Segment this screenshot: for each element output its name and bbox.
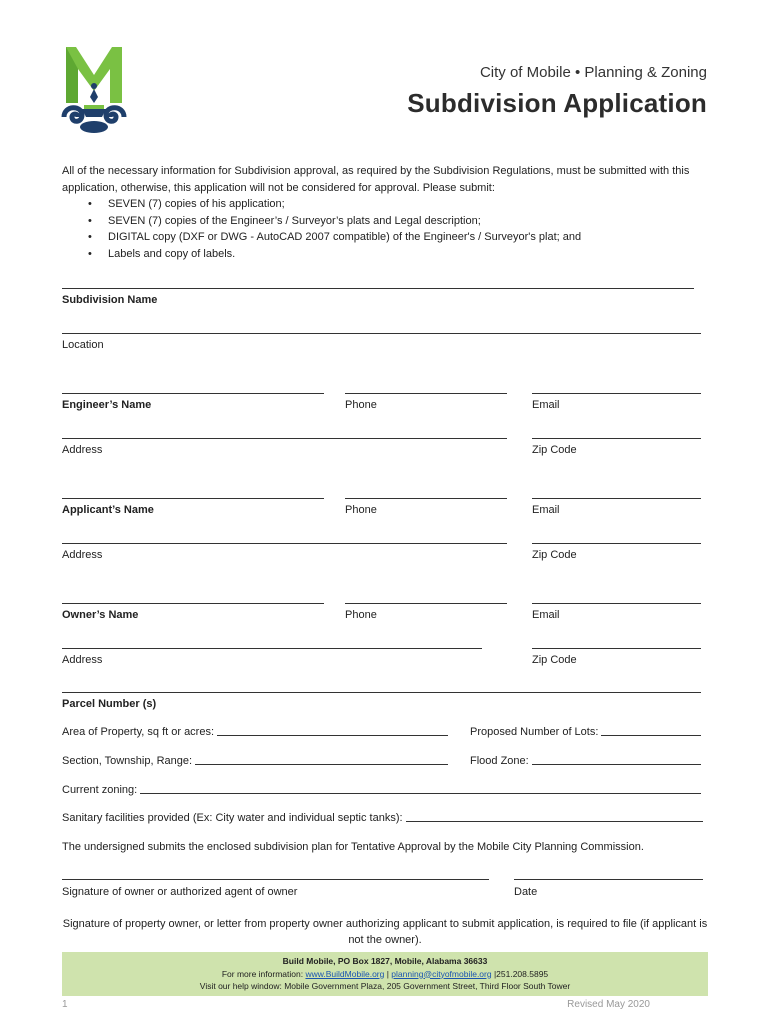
engineer-name-field[interactable] [62, 393, 324, 394]
signature-label: Signature of owner or authorized agent of owner [62, 886, 298, 898]
applicant-phone-label: Phone [345, 504, 377, 516]
page-title: Subdivision Application [407, 88, 707, 118]
engineer-zip-field[interactable] [532, 438, 701, 439]
engineer-name-label: Engineer’s Name [62, 399, 152, 411]
instructions [62, 163, 702, 262]
subdivision-name-label: Subdivision Name [62, 294, 158, 306]
revision-date: Revised May 2020 [567, 999, 650, 1010]
flood-zone-field[interactable] [470, 755, 701, 767]
engineer-phone-field[interactable] [345, 393, 507, 394]
zoning-field[interactable] [62, 784, 701, 796]
owner-email-field[interactable] [532, 603, 701, 604]
engineer-address-field[interactable] [62, 438, 507, 439]
applicant-email-label: Email [532, 504, 560, 516]
undersigned-statement: The undersigned submits the enclosed subdivision plan for Tentative Approval by the Mobile City Planning Commission. [62, 841, 644, 853]
contact-footer [62, 952, 708, 996]
city-logo [60, 45, 128, 135]
applicant-address-field[interactable] [62, 543, 507, 544]
owner-name-field[interactable] [62, 603, 324, 604]
date-label: Date [514, 886, 538, 898]
applicant-email-field[interactable] [532, 498, 701, 499]
footer-address: Build Mobile, PO Box 1827, Mobile, Alabama 36633 [282, 956, 488, 966]
instructions-paragraph: All of the necessary information for Subdivision approval, as required by the Subdivision Regulations, must be submitted with this application, otherwise, this application will not be considered for approval. Please submit: [62, 165, 690, 194]
email-link[interactable]: planning@cityofmobile.org [391, 968, 492, 979]
sanitary-label: Sanitary facilities provided (Ex: City water and individual septic tanks): [62, 812, 403, 824]
subdivision-name-field[interactable] [62, 288, 694, 289]
org-subtitle: City of Mobile • Planning & Zoning [479, 64, 707, 81]
area-field[interactable] [62, 726, 448, 738]
footer-separator: | [384, 968, 392, 979]
signature-field[interactable] [62, 879, 489, 880]
owner-phone-label: Phone [345, 609, 377, 621]
owner-name-label: Owner’s Name [62, 609, 139, 621]
location-label: Location [62, 339, 104, 351]
applicant-phone-field[interactable] [345, 498, 507, 499]
footer-phone: |251.208.5895 [491, 968, 549, 979]
zoning-label: Current zoning: [62, 784, 138, 796]
engineer-email-field[interactable] [532, 393, 701, 394]
logo-m-icon [60, 45, 128, 135]
submission-list [62, 196, 702, 262]
section-label: Section, Township, Range: [62, 755, 193, 767]
website-link[interactable]: www.BuildMobile.org [305, 968, 385, 979]
applicant-zip-label: Zip Code [532, 549, 577, 561]
list-item: • DIGITAL copy (DXF or DWG - AutoCAD 2007 compatible) of the Engineer's / Surveyor's plat; and [108, 229, 702, 246]
footer-contact-line [62, 968, 708, 981]
section-field[interactable] [62, 755, 448, 767]
parcel-number-field[interactable] [62, 692, 701, 693]
owner-zip-label: Zip Code [532, 654, 577, 666]
date-field[interactable] [514, 879, 703, 880]
lots-field[interactable] [470, 726, 701, 738]
location-field[interactable] [62, 333, 701, 334]
owner-zip-field[interactable] [532, 648, 701, 649]
flood-zone-label: Flood Zone: [470, 755, 529, 767]
engineer-email-label: Email [532, 399, 560, 411]
sanitary-field[interactable] [62, 812, 703, 824]
footer-help-window: Visit our help window: Mobile Government Plaza, 205 Government Street, Third Floor South Tower [199, 981, 571, 991]
applicant-name-label: Applicant’s Name [62, 504, 154, 516]
page-number: 1 [62, 999, 68, 1010]
applicant-name-field[interactable] [62, 498, 324, 499]
parcel-number-label: Parcel Number (s) [62, 698, 157, 710]
engineer-phone-label: Phone [345, 399, 377, 411]
owner-address-label: Address [62, 654, 103, 666]
owner-email-label: Email [532, 609, 560, 621]
list-item: • SEVEN (7) copies of the Engineer’s / Surveyor’s plats and Legal description; [108, 213, 702, 230]
engineer-address-label: Address [62, 444, 103, 456]
list-item: • SEVEN (7) copies of his application; [108, 196, 702, 213]
owner-authorization-note: Signature of property owner, or letter from property owner authorizing applicant to submit application, is required to file (if applicant is not the owner). [62, 918, 708, 946]
footer-more-info-label: For more information: [221, 968, 306, 979]
applicant-address-label: Address [62, 549, 103, 561]
owner-address-field[interactable] [62, 648, 482, 649]
lots-label: Proposed Number of Lots: [470, 726, 599, 738]
owner-phone-field[interactable] [345, 603, 507, 604]
list-item: • Labels and copy of labels. [108, 246, 702, 263]
area-label: Area of Property, sq ft or acres: [62, 726, 215, 738]
applicant-zip-field[interactable] [532, 543, 701, 544]
engineer-zip-label: Zip Code [532, 444, 577, 456]
